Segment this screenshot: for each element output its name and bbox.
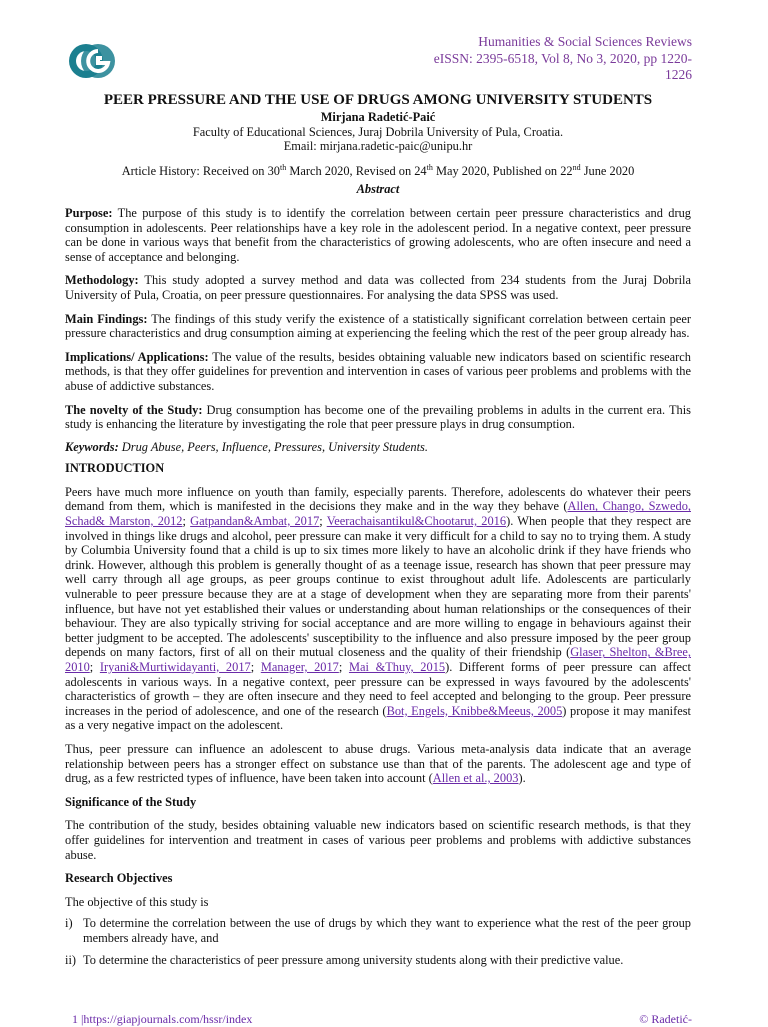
abstract-heading: Abstract bbox=[356, 182, 400, 197]
significance-paragraph: The contribution of the study, besides obtaining valuable new indicators based on scientific research methods, is that they offer guidelines for intervention and treatment in cases of various peer problems and problems with addictive substances abuse. bbox=[65, 818, 691, 862]
citation-link[interactable]: Glaser, Shelton, &Bree, 2010 bbox=[65, 645, 691, 674]
author-email: Email: mirjana.radetic-paic@unipu.hr bbox=[283, 139, 473, 154]
citation-link[interactable]: Veerachaisantikul&Chootarut, 2016 bbox=[326, 514, 507, 529]
paper-content bbox=[65, 92, 691, 967]
citation-link[interactable]: Iryani&Murtiwidayanti, 2017 bbox=[99, 660, 251, 674]
keywords: Keywords: Drug Abuse, Peers, Influence, Pressures, University Students. bbox=[65, 439, 428, 454]
abstract-implications: Implications/ Applications: The value of the results, besides obtaining valuable new indicators based on scientific research methods, is that they offer guidelines for prevention and intervention in cases of various peer problems and problems with the abuse of addictive substances. bbox=[65, 349, 691, 393]
citation-link[interactable]: Allen, Chango, Szwedo, Schad& Marston, 2012 bbox=[65, 499, 691, 529]
citation-link[interactable]: Allen et al., 2003 bbox=[432, 771, 519, 786]
journal-name: Humanities & Social Sciences Reviews bbox=[478, 34, 692, 49]
abstract-findings: Main Findings: The findings of this study verify the existence of a statistically significant correlation between certain peer pressure characteristics and drug consumption aiming at experiencing the feeling which the rest of the peer group already has. bbox=[65, 311, 692, 341]
footer-url[interactable]: 1 |https://giapjournals.com/hssr/index bbox=[72, 1012, 253, 1026]
citation-link[interactable]: Manager, 2017 bbox=[260, 660, 339, 674]
page-footer bbox=[72, 1012, 692, 1027]
abstract-novelty: The novelty of the Study: Drug consumption has become one of the prevailing problems in adults in the current era. This study is enhancing the literature by investigating the role that peer pressure plays in drug consumption. bbox=[65, 402, 691, 432]
paper-title: PEER PRESSURE AND THE USE OF DRUGS AMONG UNIVERSITY STUDENTS bbox=[103, 92, 653, 108]
introduction-paragraph-1: Peers have much more influence on youth than family, especially parents. Therefore, adolescents do whatever their peers demand from them, which is manifested in the decisions they make and in the way they behave (Allen, Chango, Szwedo, Schad& Marston, 2012; Gatpandan&Ambat, 2017; Veerachaisantikul&Chootarut, 2016). When people that they respect are involved in things like drugs and alcohol, peer pressure can make it very difficult for a child to say no to trying them. A study by Columbia University found that a child is up to six times more likely to have an alcoholic drink if they have friends who drink. However, although this problem is generally thought of as a teenage issue, research has shown that peer pressure may well carry through all age groups, as peer groups continue to exist throughout adult life. Adolescents are particularly vulnerable to peer pressure because they are at a stage of development when they are separating more from their parents' influence, but have not yet established their values or understanding about human relationships or the consequences of their behaviour. They are also typically striving for social acceptance and are more willing to engage in behaviours against their better judgment to be accepted. The adolescents' susceptibility to the influence and also pressure imposed by the peer group depends on many factors, first of all on their mutual closeness and the quality of their friendship (Glaser, Shelton, &Bree, 2010; Iryani&Murtiwidayanti, 2017; Manager, 2017; Mai &Thuy, 2015). Different forms of peer pressure can affect adolescents in various ways. In a negative context, peer pressure can be expressed in ways favoured by the adolescents' characteristics of growth – they are often insecure and they need to feel accepted and belonging to the group. Peer pressure increases in the period of adolescence, and one of the research (Bot, Engels, Knibbe&Meeus, 2005) propose it may manifest as a very negative impact on the adolescent. bbox=[65, 484, 692, 733]
abstract-purpose: Purpose: The purpose of this study is to identify the correlation between certain peer pressure characteristics and drug consumption in adolescents. Peer relationships have a key role in the adolescent period. In a negative context, peer pressure can be done in various ways that benefit from the characteristics of growing adolescents, who are often insecure and need a sense of acceptance and belonging. bbox=[65, 205, 691, 264]
author-affiliation: Faculty of Educational Sciences, Juraj Dobrila University of Pula, Croatia. bbox=[192, 124, 564, 139]
article-history: Article History: Received on 30th March 2020, Revised on 24th May 2020, Published on 22nd June 2020 bbox=[121, 162, 635, 178]
objectives-heading: Research Objectives bbox=[65, 871, 173, 886]
journal-header bbox=[392, 34, 692, 84]
journal-issn: eISSN: 2395-6518, Vol 8, No 3, 2020, pp 1220- bbox=[433, 50, 692, 66]
significance-heading: Significance of the Study bbox=[65, 794, 197, 809]
introduction-paragraph-2: Thus, peer pressure can influence an adolescent to abuse drugs. Various meta-analysis data indicate that an average relationship between peers has a stronger effect on substance use than that of the parents. The adolescent age and type of drug, as a few restricted types of influence, have been taken into account (Allen et al., 2003). bbox=[65, 741, 691, 786]
journal-logo-icon bbox=[67, 42, 117, 80]
introduction-heading: INTRODUCTION bbox=[65, 461, 165, 476]
objectives-intro: The objective of this study is bbox=[65, 894, 209, 909]
citation-link[interactable]: Gatpandan&Ambat, 2017 bbox=[190, 514, 320, 529]
citation-link[interactable]: Mai &Thuy, 2015 bbox=[348, 660, 446, 674]
objective-item: i) To determine the correlation between the use of drugs by which they want to experience what the rest of the peer group members already have, and bbox=[65, 916, 691, 945]
abstract-methodology: Methodology: This study adopted a survey method and data was collected from 234 students from the Juraj Dobrila University of Pula, Croatia, on peer pressure questionnaires. For analysing the data SPSS was used. bbox=[65, 273, 691, 302]
citation-link[interactable]: Bot, Engels, Knibbe&Meeus, 2005 bbox=[386, 703, 563, 718]
journal-pages-tail: 1226 bbox=[665, 67, 692, 82]
objective-item: ii) To determine the characteristics of peer pressure among university students along with their predictive value. bbox=[65, 952, 624, 967]
footer-copyright: © Radetić- bbox=[639, 1012, 692, 1026]
author-name: Mirjana Radetić-Paić bbox=[320, 110, 436, 124]
